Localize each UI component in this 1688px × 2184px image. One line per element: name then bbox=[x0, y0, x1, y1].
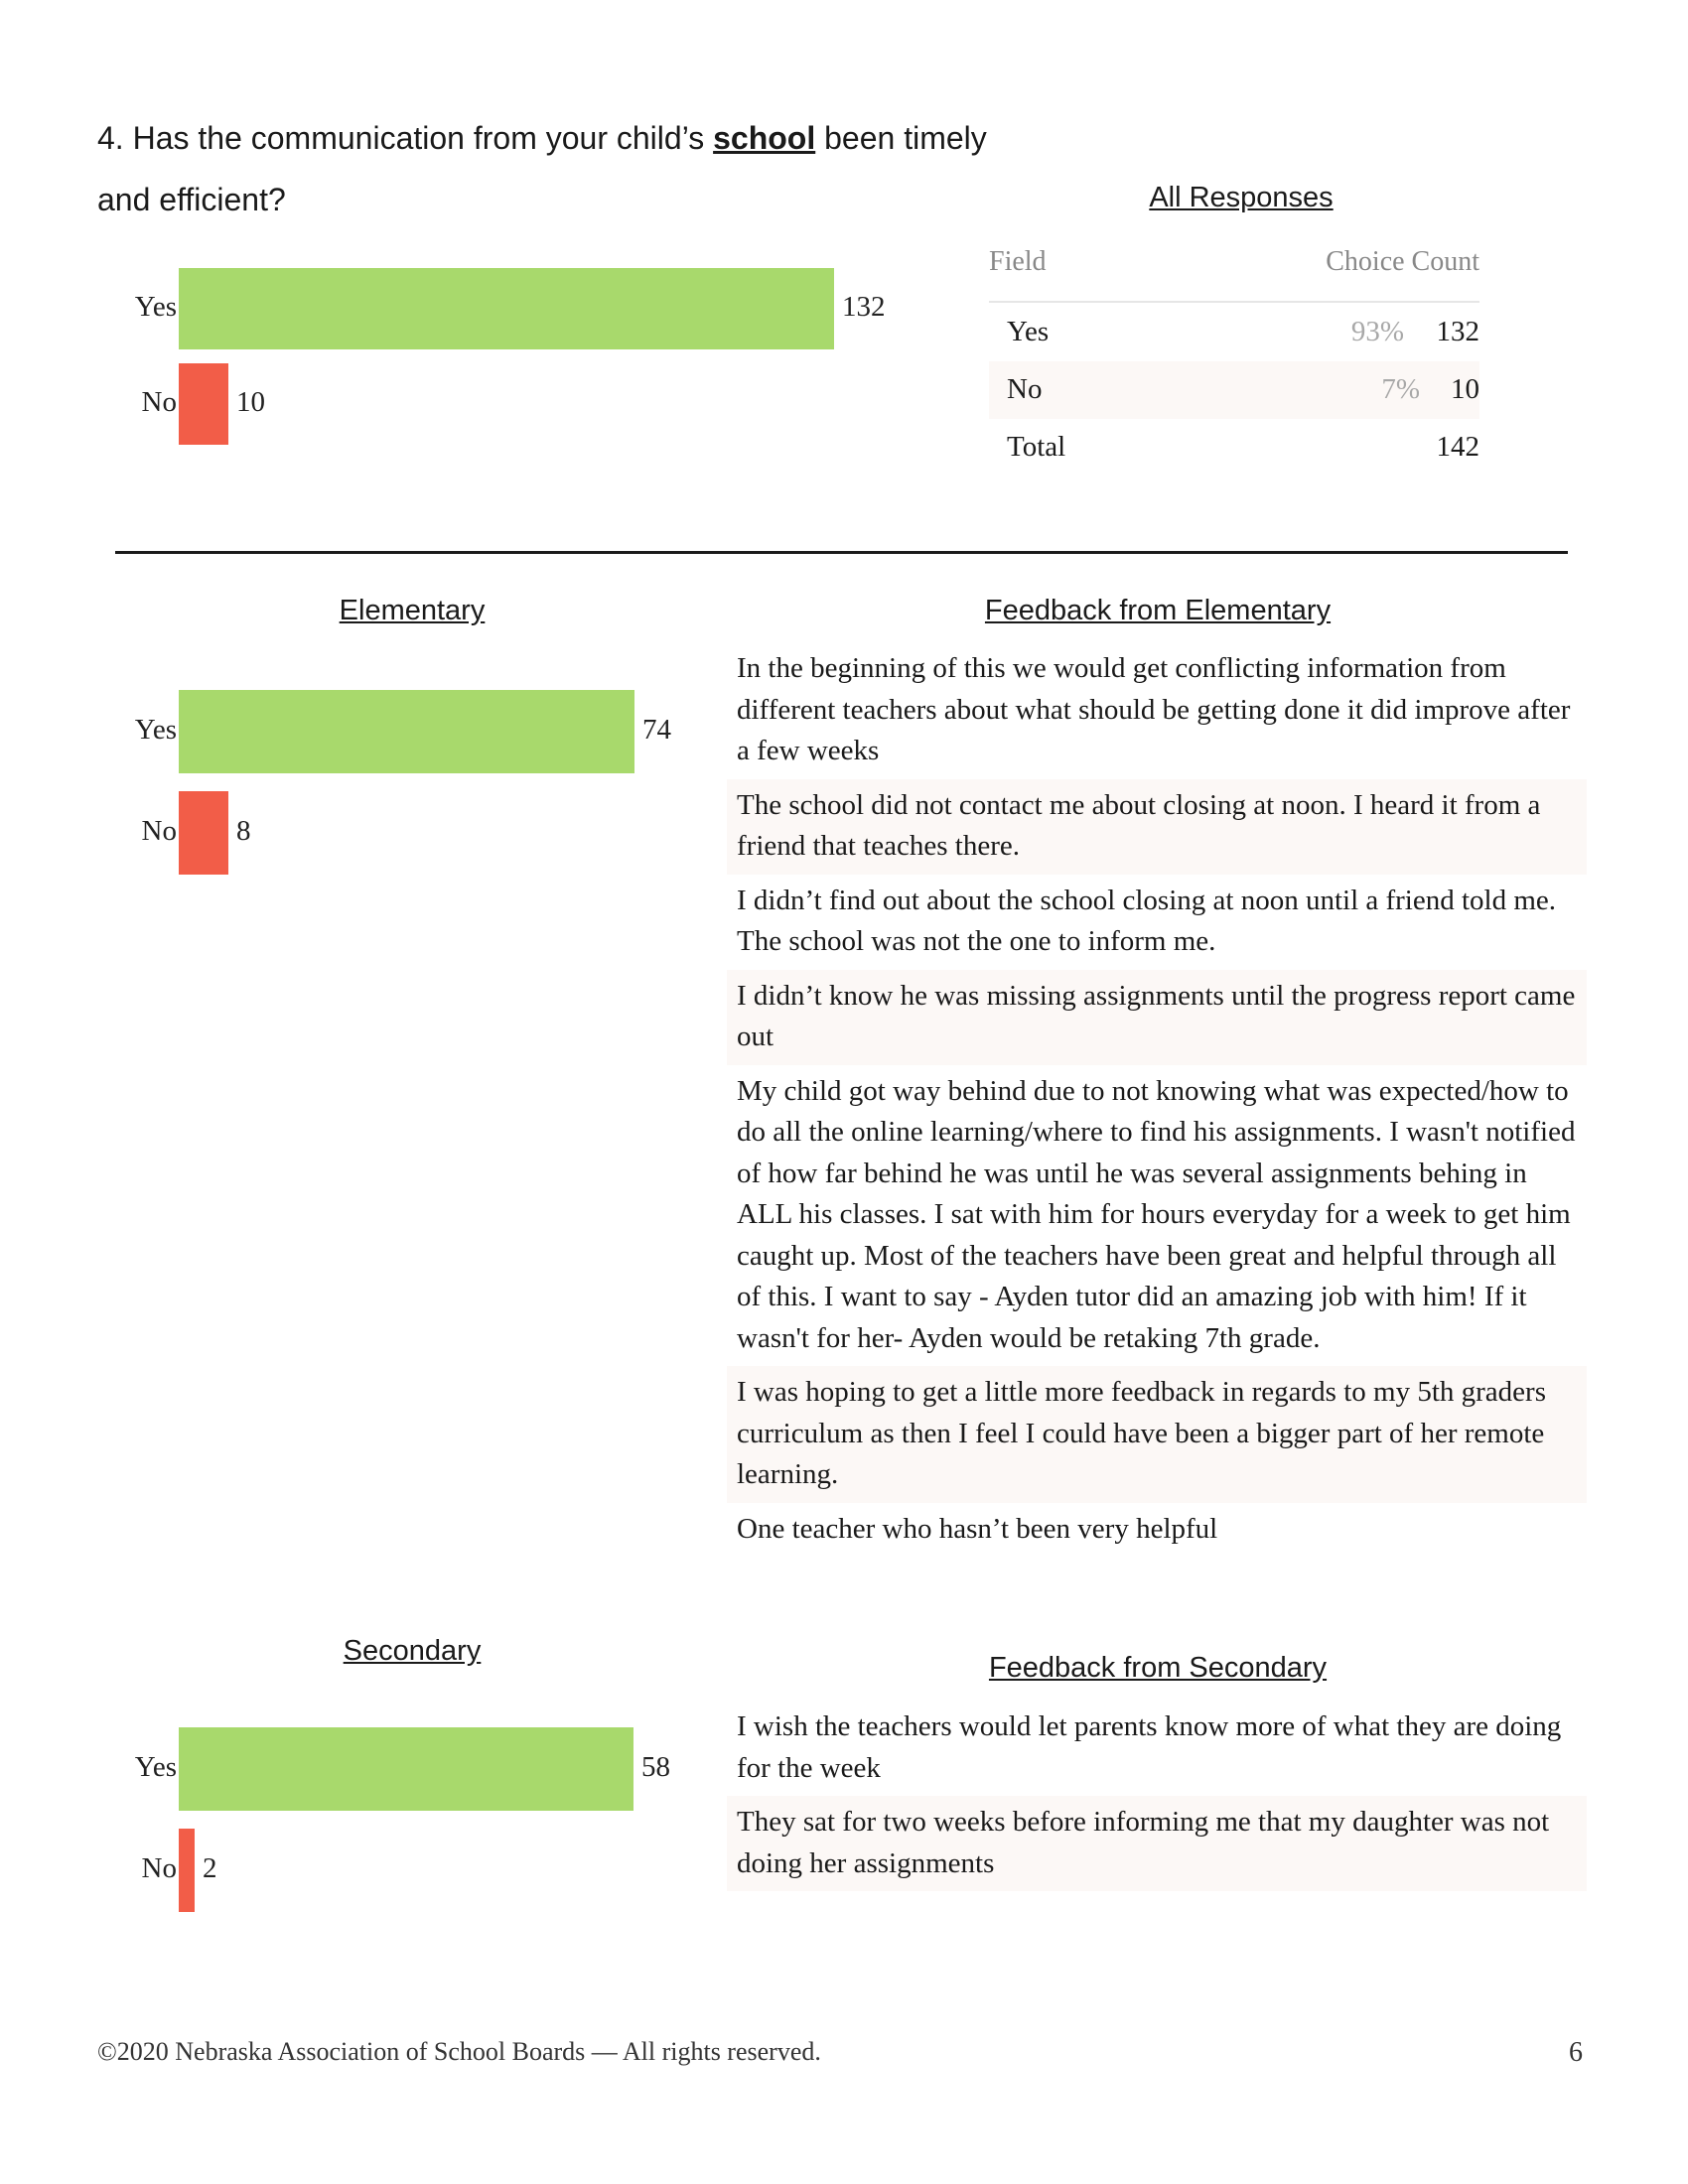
secondary-feedback-title: Feedback from Secondary bbox=[988, 1652, 1328, 1684]
table-header-field: Field bbox=[989, 246, 1047, 277]
responses-table-title: All Responses bbox=[1149, 182, 1334, 213]
overall-chart bbox=[97, 268, 912, 467]
elementary-bar-label-no: No bbox=[141, 815, 177, 847]
elementary-feedback-list bbox=[727, 642, 1587, 1557]
secondary-feedback-item: They sat for two weeks before informing me that my daughter was not doing her assignments bbox=[727, 1796, 1587, 1891]
table-row-yes bbox=[989, 304, 1479, 361]
question-text bbox=[97, 107, 991, 230]
table-row-no bbox=[989, 361, 1479, 419]
elementary-feedback-item: I didn’t know he was missing assignments until the progress report came out bbox=[727, 970, 1587, 1065]
row-field: No bbox=[1007, 373, 1043, 405]
secondary-bar-yes bbox=[179, 1727, 633, 1811]
overall-bar-value-no: 10 bbox=[236, 386, 265, 418]
overall-bar-label-yes: Yes bbox=[134, 291, 177, 323]
elementary-chart bbox=[97, 690, 713, 888]
elementary-title: Elementary bbox=[339, 595, 486, 626]
row-count: 142 bbox=[1436, 431, 1479, 463]
row-pct: 93% bbox=[1350, 316, 1404, 347]
secondary-feedback-list bbox=[727, 1701, 1587, 1891]
elementary-feedback-item: One teacher who hasn’t been very helpful bbox=[737, 1512, 1218, 1545]
overall-bar-no bbox=[179, 363, 228, 445]
secondary-title: Secondary bbox=[343, 1635, 482, 1667]
elementary-bar-yes bbox=[179, 690, 634, 773]
elementary-bar-no bbox=[179, 791, 228, 875]
elementary-feedback-item: I didn’t find out about the school closing at noon until a friend told me. The school was not the one to inform me. bbox=[737, 884, 1557, 957]
elementary-feedback-title: Feedback from Elementary bbox=[984, 595, 1332, 626]
row-field: Yes bbox=[1007, 316, 1050, 347]
question-emphasis: school bbox=[713, 120, 816, 156]
elementary-bar-label-yes: Yes bbox=[134, 714, 177, 746]
row-pct: 7% bbox=[1381, 373, 1420, 405]
question-suffix: been timely and efficient? bbox=[97, 120, 987, 217]
secondary-bar-value-yes: 58 bbox=[641, 1751, 670, 1783]
elementary-bar-value-no: 8 bbox=[236, 815, 251, 847]
secondary-bar-value-no: 2 bbox=[203, 1852, 217, 1884]
secondary-bar-label-no: No bbox=[141, 1852, 177, 1884]
overall-bar-value-yes: 132 bbox=[842, 291, 886, 323]
elementary-feedback-item: In the beginning of this we would get conflicting information from different teachers about what should be getting done it did improve after a few weeks bbox=[737, 652, 1571, 766]
row-count: 10 bbox=[1451, 373, 1479, 405]
secondary-chart bbox=[97, 1727, 713, 1926]
overall-bar-label-no: No bbox=[141, 386, 177, 418]
row-count: 132 bbox=[1436, 316, 1479, 347]
row-field: Total bbox=[1007, 431, 1066, 463]
footer-copyright: ©2020 Nebraska Association of School Boards — All rights reserved. bbox=[97, 2037, 821, 2066]
overall-bar-yes bbox=[179, 268, 834, 349]
elementary-feedback-item: I was hoping to get a little more feedback in regards to my 5th graders curriculum as then I feel I could have been a bigger part of her remote learning. bbox=[727, 1366, 1587, 1503]
secondary-feedback-item: I wish the teachers would let parents know more of what they are doing for the week bbox=[737, 1710, 1562, 1784]
secondary-bar-no bbox=[179, 1829, 195, 1912]
elementary-feedback-item: My child got way behind due to not knowing what was expected/how to do all the online learning/where to find his assignments. I wasn't notified of how far behind he was until he was several assignments behing in ALL his classes. I sat with him for hours everyday for a week to get him caught up. Most of the teachers have been great and helpful through all of this. I want to say - Ayden tutor did an amazing job with him! If it wasn't for her- Ayden would be retaking 7th grade. bbox=[737, 1074, 1576, 1354]
secondary-bar-label-yes: Yes bbox=[134, 1751, 177, 1783]
table-header-rule bbox=[989, 301, 1479, 303]
section-divider bbox=[115, 551, 1568, 554]
table-header-count: Choice Count bbox=[1326, 246, 1479, 277]
elementary-bar-value-yes: 74 bbox=[642, 714, 671, 746]
elementary-feedback-item: The school did not contact me about closing at noon. I heard it from a friend that teaches there. bbox=[727, 779, 1587, 875]
page-number: 6 bbox=[1569, 2037, 1583, 2068]
table-row-total bbox=[989, 419, 1479, 477]
question-prefix: 4. Has the communication from your child’s bbox=[97, 120, 714, 156]
